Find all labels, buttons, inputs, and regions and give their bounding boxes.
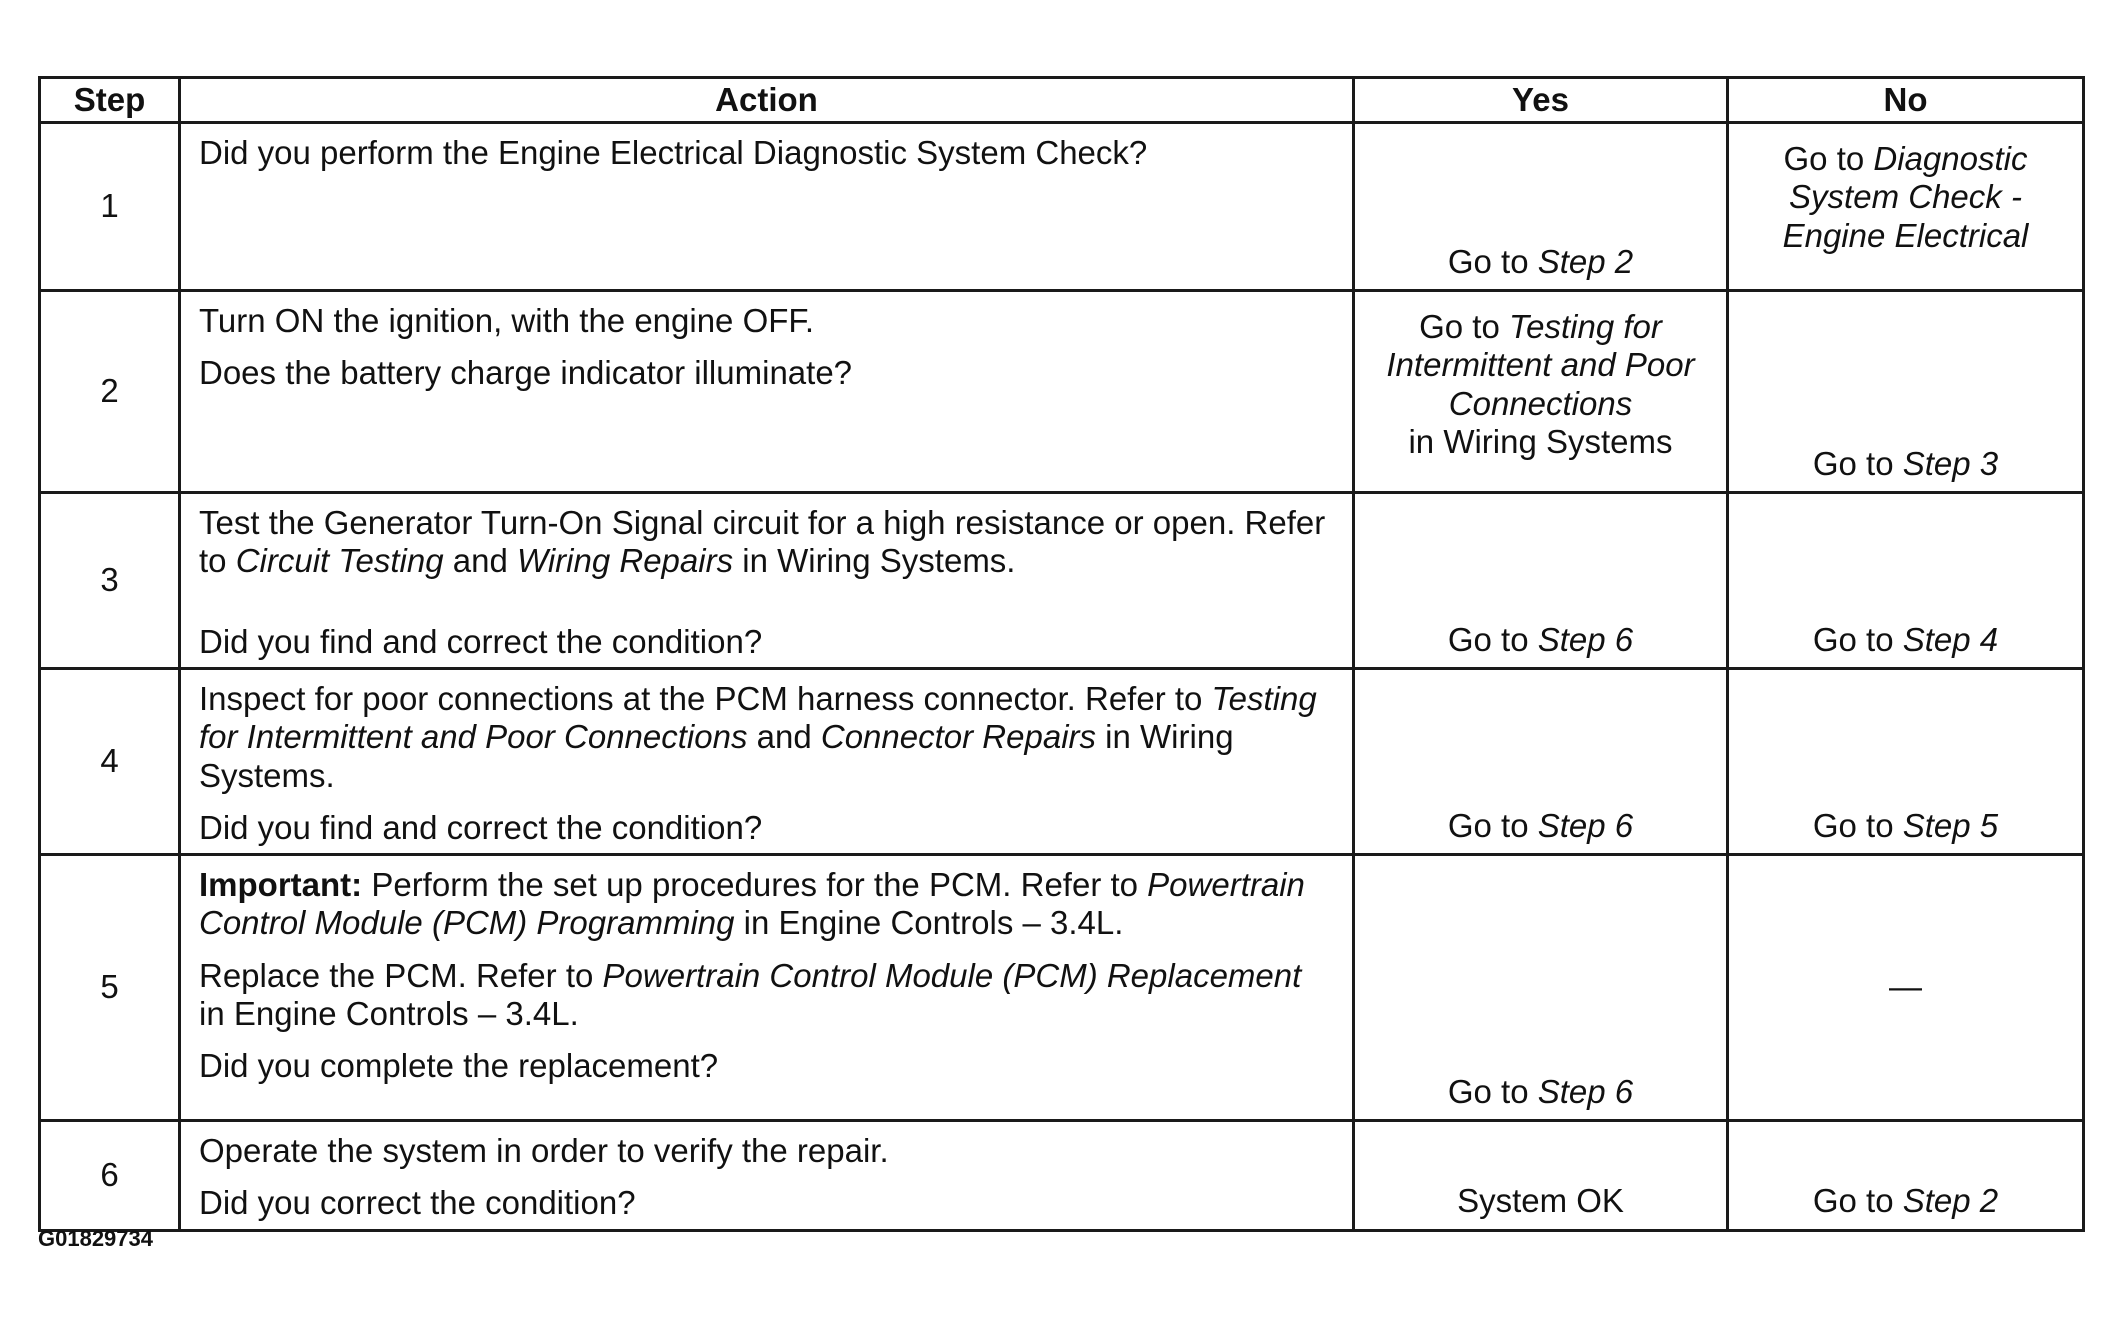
action-question: Did you find and correct the condition? xyxy=(199,622,763,660)
action-question: Did you complete the replacement? xyxy=(199,1047,719,1085)
yes-cell xyxy=(1354,493,1728,669)
yes-prefix: Go to xyxy=(1447,620,1538,658)
yes-doc-link[interactable]: Testing for Intermittent and Poor Connections xyxy=(1386,308,1695,422)
action-text-part: and xyxy=(443,542,517,580)
connector-repairs-link[interactable]: Connector Repairs xyxy=(820,718,1097,756)
table-row xyxy=(40,855,2084,1121)
action-cell xyxy=(180,291,1354,493)
header-yes: Yes xyxy=(1354,78,1728,123)
step-number: 6 xyxy=(40,1121,180,1231)
action-cell xyxy=(180,855,1354,1121)
yes-cell xyxy=(1354,669,1728,855)
action-text xyxy=(199,866,1332,943)
action-text: Operate the system in order to verify the repair. xyxy=(199,1132,889,1170)
testing-intermittent-link[interactable]: Testing for Intermittent and Poor Connections xyxy=(199,680,1317,756)
table-row xyxy=(40,1121,2084,1231)
action-text-part: in Wiring Systems. xyxy=(733,542,1016,580)
no-cell xyxy=(1728,123,2084,291)
no-cell xyxy=(1728,669,2084,855)
action-text-part: Test the Generator Turn-On Signal circuit for a high resistance or open. Refer to xyxy=(199,504,1326,580)
yes-cell xyxy=(1354,855,1728,1121)
yes-prefix: Go to xyxy=(1447,242,1538,280)
no-cell xyxy=(1728,493,2084,669)
header-action: Action xyxy=(180,78,1354,123)
table-row xyxy=(40,123,2084,291)
table-row xyxy=(40,493,2084,669)
no-step-link[interactable]: Step 5 xyxy=(1902,806,1999,844)
no-cell xyxy=(1728,855,2084,1121)
header-step: Step xyxy=(40,78,180,123)
no-prefix: Go to xyxy=(1783,140,1874,177)
action-text-part: Inspect for poor connections at the PCM harness connector. Refer to xyxy=(199,680,1212,717)
table-row xyxy=(40,291,2084,493)
action-question: Does the battery charge indicator illuminate? xyxy=(199,354,853,392)
yes-prefix: Go to xyxy=(1447,1072,1538,1110)
figure-id: G01829734 xyxy=(38,1226,153,1251)
action-text-part: in Engine Controls – 3.4L. xyxy=(734,904,1124,942)
step-number: 3 xyxy=(40,493,180,669)
pcm-replacement-link[interactable]: Powertrain Control Module (PCM) Replacement xyxy=(602,956,1302,994)
action-question: Did you correct the condition? xyxy=(199,1184,636,1222)
yes-step-link[interactable]: Step 2 xyxy=(1537,242,1634,280)
no-dash: — xyxy=(1889,968,1922,1006)
yes-step-link[interactable]: Step 6 xyxy=(1537,806,1634,844)
pcm-programming-link[interactable]: Powertrain Control Module (PCM) Programming xyxy=(199,866,1305,942)
yes-cell xyxy=(1354,291,1728,493)
important-label: Important: xyxy=(199,866,363,904)
yes-prefix: Go to xyxy=(1419,308,1509,345)
header-no: No xyxy=(1728,78,2084,123)
no-cell xyxy=(1728,1121,2084,1231)
no-prefix: Go to xyxy=(1812,1182,1903,1220)
action-text-part: and xyxy=(747,718,821,756)
no-step-link[interactable]: Diagnostic System Check - Engine Electrical xyxy=(1782,140,2029,254)
action-cell xyxy=(180,493,1354,669)
circuit-testing-link[interactable]: Circuit Testing xyxy=(235,542,444,580)
action-text: Turn ON the ignition, with the engine OFF. xyxy=(199,302,815,339)
step-number: 2 xyxy=(40,291,180,493)
action-text-part: Perform the set up procedures for the PCM. Refer to xyxy=(362,866,1148,904)
no-prefix: Go to xyxy=(1812,620,1903,658)
header-row xyxy=(40,78,2084,123)
action-text-part: Replace the PCM. Refer to xyxy=(199,956,603,994)
action-text-part: in Engine Controls – 3.4L. xyxy=(199,994,579,1032)
action-question: Did you find and correct the condition? xyxy=(199,808,763,846)
action-text xyxy=(199,680,1332,795)
wiring-repairs-link[interactable]: Wiring Repairs xyxy=(516,542,734,580)
yes-step-link[interactable]: Step 6 xyxy=(1537,1072,1634,1110)
yes-cell xyxy=(1354,1121,1728,1231)
yes-prefix: Go to xyxy=(1447,806,1538,844)
no-prefix: Go to xyxy=(1812,806,1903,844)
no-cell xyxy=(1728,291,2084,493)
action-cell xyxy=(180,669,1354,855)
action-cell xyxy=(180,1121,1354,1231)
step-number: 4 xyxy=(40,669,180,855)
action-text xyxy=(199,957,1332,1034)
system-ok-text: System OK xyxy=(1457,1182,1624,1220)
yes-cell xyxy=(1354,123,1728,291)
action-text xyxy=(199,504,1332,581)
step-number: 1 xyxy=(40,123,180,291)
no-step-link[interactable]: Step 2 xyxy=(1902,1182,1999,1220)
action-text-part: in Wiring Systems. xyxy=(199,718,1234,794)
diagnostic-table xyxy=(38,76,2085,1232)
yes-step-link[interactable]: Step 6 xyxy=(1537,620,1634,658)
table-row xyxy=(40,669,2084,855)
action-cell xyxy=(180,123,1354,291)
step-number: 5 xyxy=(40,855,180,1121)
yes-suffix: in Wiring Systems xyxy=(1408,422,1673,460)
no-step-link[interactable]: Step 3 xyxy=(1902,444,1999,482)
no-step-link[interactable]: Step 4 xyxy=(1902,620,1999,658)
no-prefix: Go to xyxy=(1812,444,1903,482)
action-text: Did you perform the Engine Electrical Diagnostic System Check? xyxy=(199,134,1148,171)
